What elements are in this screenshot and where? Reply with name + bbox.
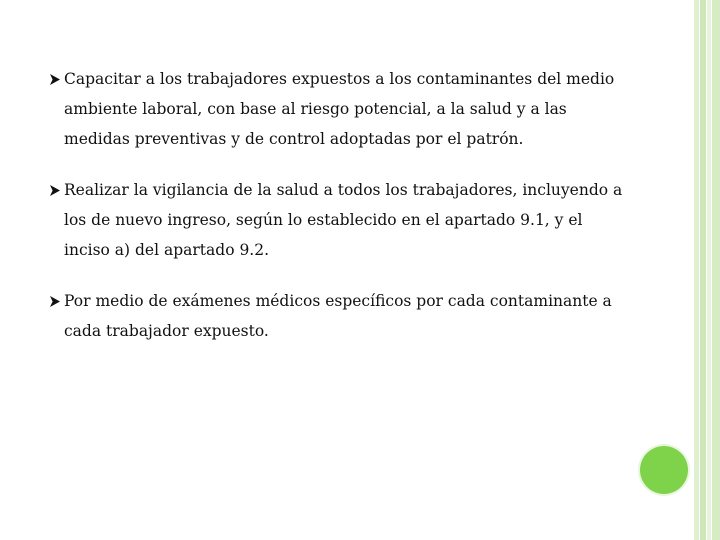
decorative-stripe — [712, 0, 720, 540]
decorative-stripe — [700, 0, 706, 540]
bullet-list — [50, 64, 630, 346]
bullet-text: Capacitar a los trabajadores expuestos a los contaminantes del medio ambiente laboral, con base al riesgo potencial, a la salud y a las medidas preventivas y de control adoptadas por el patrón. — [64, 70, 615, 148]
arrowhead-bullet-icon — [50, 286, 60, 316]
bullet-text: Realizar la vigilancia de la salud a todos los trabajadores, incluyendo a los de nuevo ingreso, según lo establecido en el apartado 9.1, y el inciso a) del apartado 9.2. — [64, 181, 623, 259]
arrowhead-bullet-icon — [50, 175, 60, 205]
bullet-text: Por medio de exámenes médicos específicos por cada contaminante a cada trabajador expuesto. — [64, 292, 612, 340]
bullet-item — [50, 64, 630, 154]
arrowhead-bullet-icon — [50, 64, 60, 94]
bullet-item — [50, 286, 630, 346]
decorative-stripe — [707, 0, 711, 540]
decorative-stripe — [694, 0, 699, 540]
bullet-item — [50, 175, 630, 265]
decorative-circle — [640, 446, 688, 494]
